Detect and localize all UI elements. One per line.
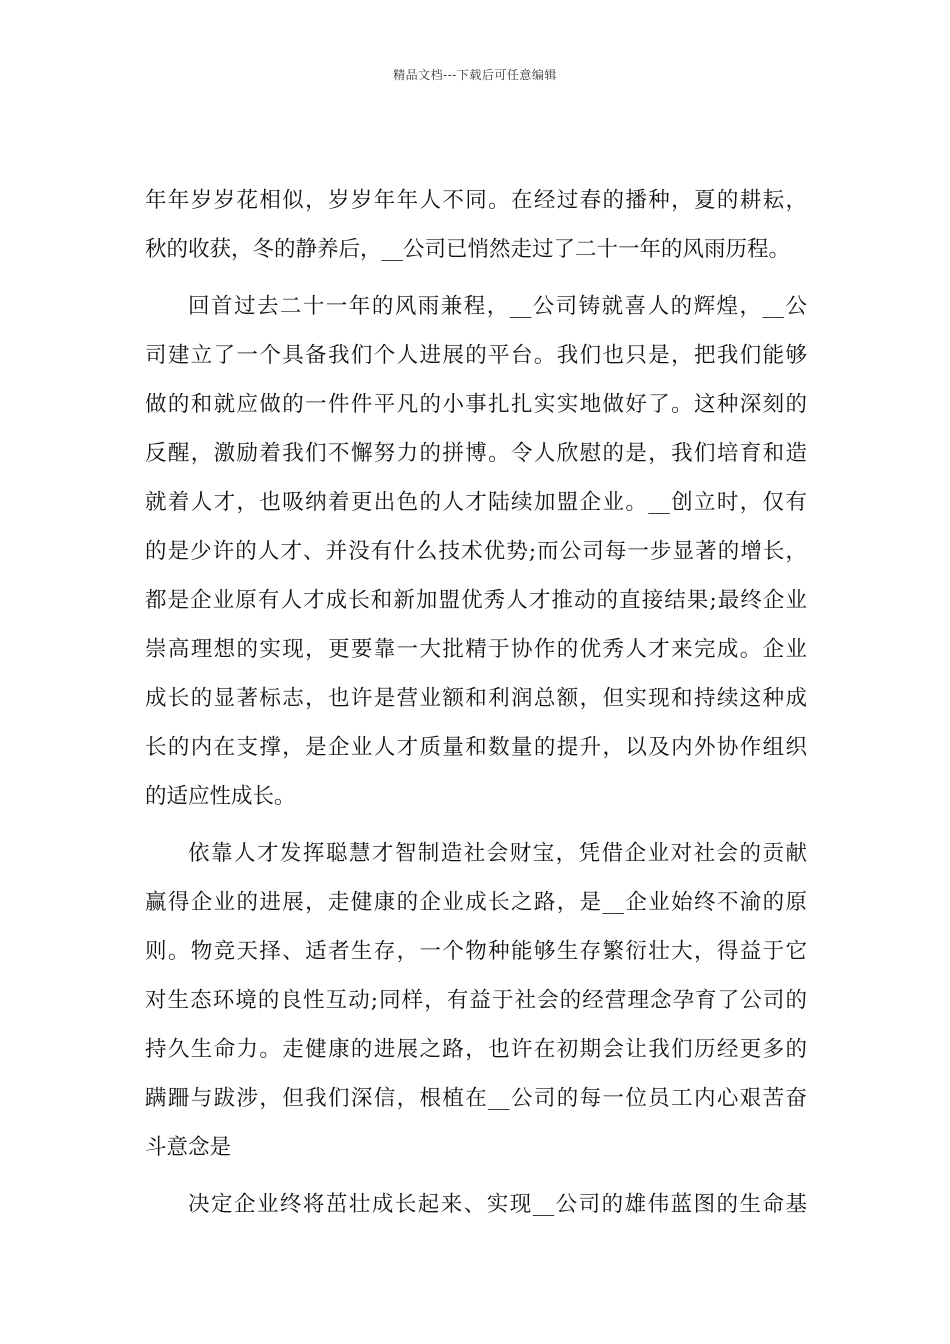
text-line: 则。物竞天择、适者生存，一个物种能够生存繁衍壮大，得益于它: [145, 939, 807, 964]
text-line: 做的和就应做的一件件平凡的小事扎扎实实地做好了。这种深刻的: [145, 392, 807, 417]
text-line: 秋的收获，冬的静养后，__公司已悄然走过了二十一年的风雨历程。: [145, 237, 791, 262]
text-line: 的是少许的人才、并没有什么技术优势;而公司每一步显著的增长，: [145, 539, 807, 564]
paragraph-3: [145, 829, 807, 1172]
text-line: 依靠人才发挥聪慧才智制造社会财宝，凭借企业对社会的贡献: [188, 841, 807, 866]
text-line: 反醒，激励着我们不懈努力的拼博。令人欣慰的是，我们培育和造: [145, 441, 807, 466]
paragraph-4: [145, 1180, 807, 1229]
text-line: 斗意念是: [145, 1135, 232, 1160]
text-line: 司建立了一个具备我们个人进展的平台。我们也只是，把我们能够: [145, 343, 807, 368]
text-line: 年年岁岁花相似，岁岁年年人不同。在经过春的播种，夏的耕耘，: [145, 188, 807, 213]
text-line: 回首过去二十一年的风雨兼程，__公司铸就喜人的辉煌，__公: [188, 294, 807, 319]
paragraph-1: [145, 176, 807, 274]
text-line: 决定企业终将茁壮成长起来、实现__公司的雄伟蓝图的生命基: [188, 1192, 807, 1217]
text-line: 长的内在支撑，是企业人才质量和数量的提升，以及内外协作组织: [145, 735, 807, 760]
text-line: 崇高理想的实现，更要靠一大批精于协作的优秀人才来完成。企业: [145, 637, 807, 662]
text-line: 的适应性成长。: [145, 784, 296, 809]
text-line: 蹒跚与跋涉，但我们深信，根植在__公司的每一位员工内心艰苦奋: [145, 1086, 807, 1111]
text-line: 都是企业原有人才成长和新加盟优秀人才推动的直接结果;最终企业: [145, 588, 807, 613]
page-header: 精品文档---下载后可任意编辑: [393, 68, 557, 82]
document-body: [145, 176, 807, 1229]
text-line: 对生态环境的良性互动;同样，有益于社会的经营理念孕育了公司的: [145, 988, 807, 1013]
paragraph-2: [145, 282, 807, 821]
text-line: 成长的显著标志，也许是营业额和利润总额，但实现和持续这种成: [145, 686, 807, 711]
text-line: 就着人才，也吸纳着更出色的人才陆续加盟企业。__创立时，仅有: [145, 490, 807, 515]
text-line: 赢得企业的进展，走健康的企业成长之路，是__企业始终不渝的原: [145, 890, 807, 915]
text-line: 持久生命力。走健康的进展之路，也许在初期会让我们历经更多的: [145, 1037, 807, 1062]
